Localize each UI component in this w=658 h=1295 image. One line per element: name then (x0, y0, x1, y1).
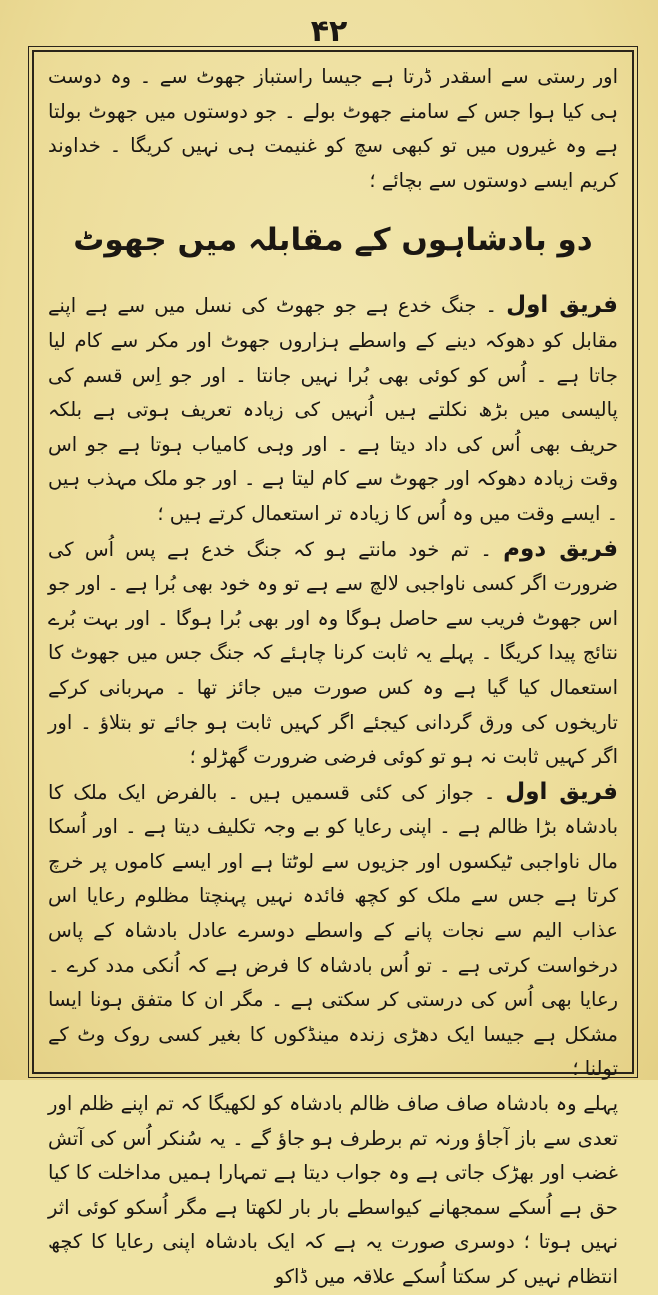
paragraph-party-one (48, 288, 618, 531)
intro-paragraph: اور رستی سے اسقدر ڈرتا ہے جیسا راستباز جھوٹ سے ۔ وہ دوست ہی کیا ہوا جس کے سامنے جھوٹ بولے ۔ جو دوستوں میں جھوٹ بولتا ہے وہ غیروں میں تو کبھی سچ کو غنیمت ہی نہیں کریگا ۔ خداوند کریم ایسے دوستوں سے بچائے ؛ (48, 65, 618, 192)
paragraph-text: ۔ جواز کی کئی قسمیں ہیں ۔ بالفرض ایک ملک کا بادشاہ بڑا ظالم ہے ۔ اپنی رعایا کو بے وجہ تکلیف دیتا ہے ۔ اور اُسکا مال ناواجبی ٹیکسوں اور جزیوں سے لوٹتا ہے اور ایسے کاموں پر خرچ کرتا ہے جس سے ملک کو کچھ فائدہ نہیں پہنچتا مظلوم رعایا اس عذاب الیم سے نجات پانے کے واسطے دوسرے عادل بادشاہ کے پاس درخواست کرتی ہے ۔ تو اُس بادشاہ کا فرض ہے کہ اُنکی مدد کرے ۔ رعایا بھی اُس کی درستی کر سکتی ہے ۔ مگر ان کا متفق ہونا ایسا مشکل ہے جیسا ایک دھڑی زندہ مینڈکوں کا بغیر کسی روک وٹ کے تولنا ؛ (48, 780, 618, 1081)
speaker-label-party-one: فریق اول (506, 292, 618, 319)
page-border (32, 50, 634, 1288)
paragraph-text: ۔ تم خود مانتے ہو کہ جنگ خدع ہے پس اُس کی ضرورت اگر کسی ناواجبی لالچ سے ہے تو وہ خود بھی بُرا ہے ۔ اور جو اس جھوٹ فریب سے حاصل ہوگا وہ اور بھی بُرا ہوگا ۔ اور بہت بُرے نتائج پیدا کریگا ۔ پہلے یہ ثابت کرنا چاہئے کہ جنگ جس میں جھوٹ کا استعمال کیا گیا ہے وہ کس صورت میں جائز تھا ۔ مہربانی کرکے تاریخوں کی ورق گردانی کیجئے اگر کہیں ثابت ہو جائے تو بتلاؤ ۔ اور اگر کہیں ثابت نہ ہو تو کوئی فرضی ضرورت گھڑلو ؛ (48, 537, 618, 769)
paragraph-continuation: پہلے وہ بادشاہ صاف صاف ظالم بادشاہ کو لکھیگا کہ تم اپنے ظلم اور تعدی سے باز آجاؤ ورنہ تم برطرف ہو جاؤ گے ۔ یہ سُنکر اُس کی آتش غضب اور بھڑک جاتی ہے وہ جواب دیتا ہے تمہارا ہمیں مداخلت کا کیا حق ہے اُسکے سمجھانے کیواسطے بار بار لکھتا ہے مگر اُسکو کوئی اثر نہیں ہوتا ؛ دوسری صورت یہ ہے کہ ایک بادشاہ اپنی رعایا کا کچھ انتظام نہیں کر سکتا اُسکے علاقہ میں ڈاکو (48, 1092, 618, 1288)
page-number: ۴۲ (310, 14, 348, 49)
paragraph-party-two (48, 532, 618, 775)
page-text (34, 52, 632, 1295)
paragraph-text: ۔ جنگ خدع ہے جو جھوٹ کی نسل میں سے ہے اپنے مقابل کو دھوکہ دینے کے واسطے ہزاروں جھوٹ اور مکر سے کام لیا جاتا ہے ۔ اُس کو کوئی بھی بُرا نہیں جانتا ۔ اور جو اِس قسم کی پالیسی میں بڑھ نکلتے ہیں اُنہیں کی زیادہ تعریف ہوتی ہے بلکہ حریف بھی اُس کی داد دیتا ہے ۔ اور وہی کامیاب ہوتا ہے جو اس وقت زیادہ دھوکہ اور جھوٹ سے کام لیتا ہے ۔ اور جو ملک مہذب ہیں ۔ ایسے وقت میں وہ اُس کا زیادہ تر استعمال کرتے ہیں ؛ (48, 294, 618, 525)
section-heading: دو بادشاہوں کے مقابلہ میں جھوٹ (73, 222, 593, 259)
speaker-label-party-one-reply: فریق اول (505, 778, 618, 805)
speaker-label-party-two: فریق دوم (503, 535, 619, 562)
paragraph-party-one-reply (48, 775, 618, 1087)
